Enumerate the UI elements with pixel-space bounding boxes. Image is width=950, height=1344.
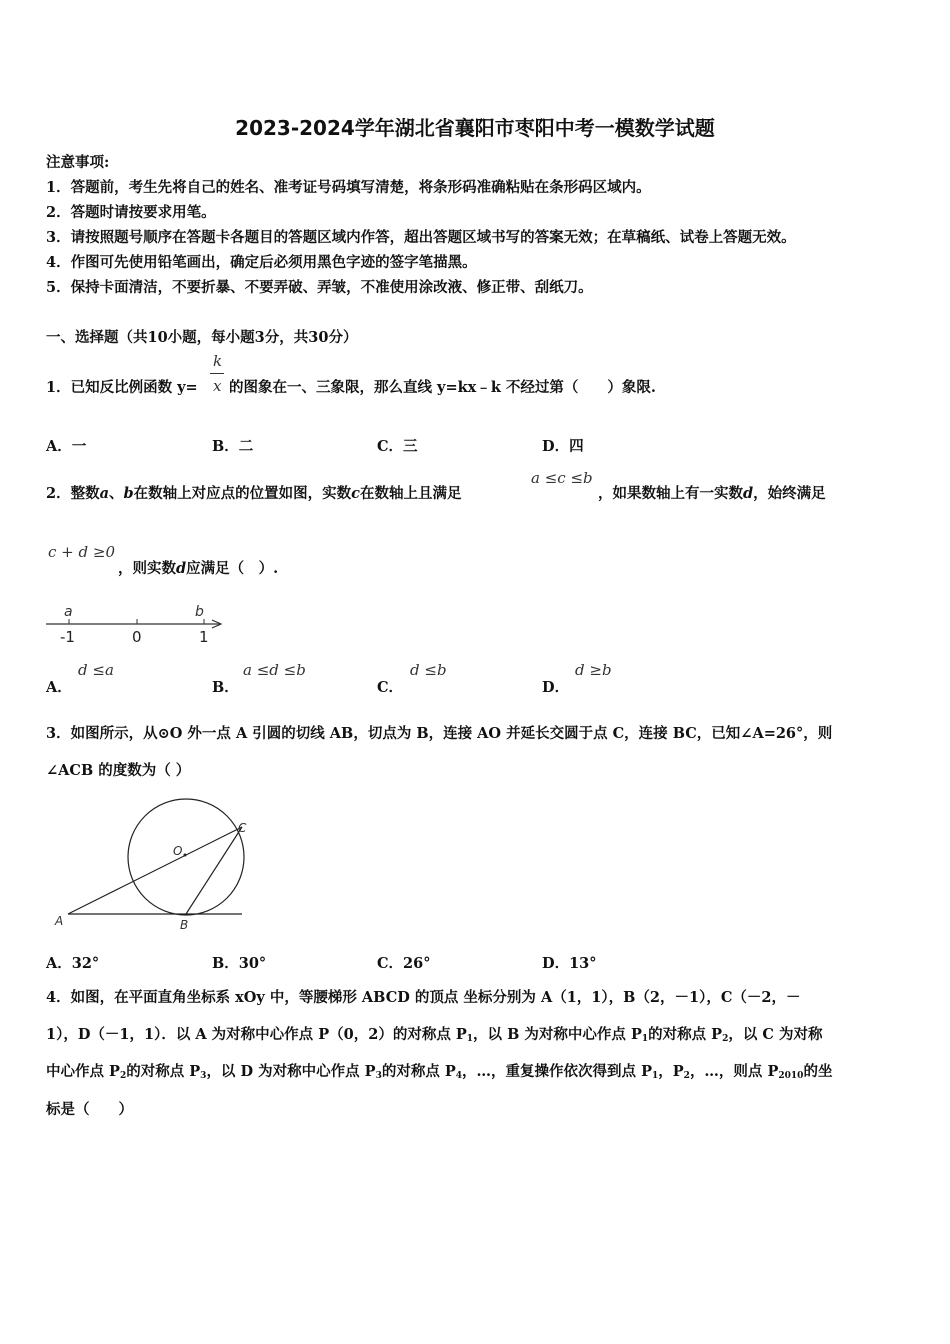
- section-heading: 一、选择题（共10小题，每小题3分，共30分）: [46, 329, 358, 346]
- q2-option-c-letter[interactable]: C．: [377, 679, 404, 696]
- q2-condition-1: a ≤c ≤b: [531, 469, 593, 487]
- q2-option-d-expr[interactable]: d ≥b: [575, 661, 612, 679]
- notice-item: 4．作图可先使用铅笔画出，确定后必须用黑色字迹的签字笔描黑。: [46, 254, 477, 271]
- q3-option-a[interactable]: A．32°: [46, 955, 100, 972]
- label-b: B: [180, 918, 189, 932]
- q2-option-b-expr[interactable]: a ≤d ≤b: [243, 661, 306, 679]
- circle-o: [128, 799, 244, 915]
- q1-text-pre: 1．已知反比例函数 y=: [46, 379, 198, 396]
- axis-label-a: a: [64, 604, 73, 620]
- q1-frac-den: x: [213, 377, 222, 395]
- notice-item: 3．请按照题号顺序在答题卡各题目的答题区域内作答，超出答题区域书写的答案无效；在草稿纸、试卷上答题无效。: [46, 229, 796, 246]
- q1-option-d[interactable]: D．四: [542, 438, 584, 455]
- q3-option-c[interactable]: C．26°: [377, 955, 431, 972]
- axis-label-b: b: [195, 604, 204, 620]
- q4-line3: 中心作点 $P_2$的对称点 $P_3$，以 D 为对称中心作点 $P_3$的对称点 $P_4$，…，重复操作依次得到点 $P_1$，$P_2$，…，则点 $P_{2010}$的坐: [46, 1063, 833, 1081]
- q1-option-c[interactable]: C．三: [377, 438, 418, 455]
- q4-line2: 1），D（－1，1）．以 A 为对称中心作点 P（0，2）的对称点 $P_1$，以 B 为对称中心作点 $P_1$的对称点 $P_2$，以 C 为对称: [46, 1026, 823, 1044]
- tick-label-0: 0: [132, 628, 142, 646]
- q2-option-b-letter[interactable]: B．: [212, 679, 239, 696]
- label-o: O: [173, 844, 183, 858]
- q2-option-a-expr[interactable]: d ≤a: [78, 661, 114, 679]
- q2-option-d-letter[interactable]: D．: [542, 679, 570, 696]
- q1-option-b[interactable]: B．二: [212, 438, 254, 455]
- notice-heading: 注意事项:: [46, 154, 110, 171]
- q3-option-d[interactable]: D．13°: [542, 955, 597, 972]
- q1-frac-num: k: [213, 352, 223, 370]
- q2-number-line: [40, 598, 240, 648]
- label-a: A: [55, 914, 64, 928]
- tick-label-minus-1: -1: [60, 628, 75, 646]
- line-bc: [186, 827, 242, 914]
- q3-line1: 3．如图所示，从⊙O 外一点 A 引圆的切线 AB，切点为 B，连接 AO 并延长交圆于点 C，连接 BC，已知∠A=26°，则: [46, 725, 833, 742]
- notice-item: 1．答题前，考生先将自己的姓名、准考证号码填写清楚，将条形码准确粘贴在条形码区域内。: [46, 179, 651, 196]
- q1-frac-bar: [210, 373, 224, 374]
- q2-option-c-expr[interactable]: d ≤b: [410, 661, 447, 679]
- q1-text-post: 的图象在一、三象限，那么直线 y=kx﹣k 不经过第（ ）象限.: [229, 379, 656, 396]
- q2-line1: 2．整数a、b在数轴上对应点的位置如图，实数c在数轴上且满足: [46, 485, 462, 502]
- q1-option-a[interactable]: A．一: [46, 438, 87, 455]
- q4-line1: 4．如图，在平面直角坐标系 xOy 中，等腰梯形 ABCD 的顶点 坐标分别为 A（1，1），B（2，－1），C（－2，－: [46, 989, 801, 1006]
- label-c: C: [238, 821, 247, 835]
- q2-line2: ，则实数d应满足（ ）.: [118, 560, 279, 577]
- q3-line2: ∠ACB 的度数为（ ）: [46, 762, 191, 779]
- notice-item: 2．答题时请按要求用笔。: [46, 204, 216, 221]
- notice-item: 5．保持卡面清洁，不要折暴、不要弄破、弄皱，不准使用涂改液、修正带、刮纸刀。: [46, 279, 593, 296]
- line-ac: [68, 827, 242, 914]
- tick-label-1: 1: [199, 628, 209, 646]
- q4-line4: 标是（ ）: [46, 1101, 133, 1118]
- q2-option-a-letter[interactable]: A．: [46, 679, 72, 696]
- center-o: [184, 854, 187, 857]
- page-title: 2023-2024学年湖北省襄阳市枣阳中考一模数学试题: [235, 116, 715, 140]
- q3-option-b[interactable]: B．30°: [212, 955, 267, 972]
- q2-line1-tail: ，如果数轴上有一实数d，始终满足: [598, 485, 826, 502]
- q3-figure: [50, 795, 250, 935]
- q2-condition-2: c + d ≥0: [48, 543, 115, 561]
